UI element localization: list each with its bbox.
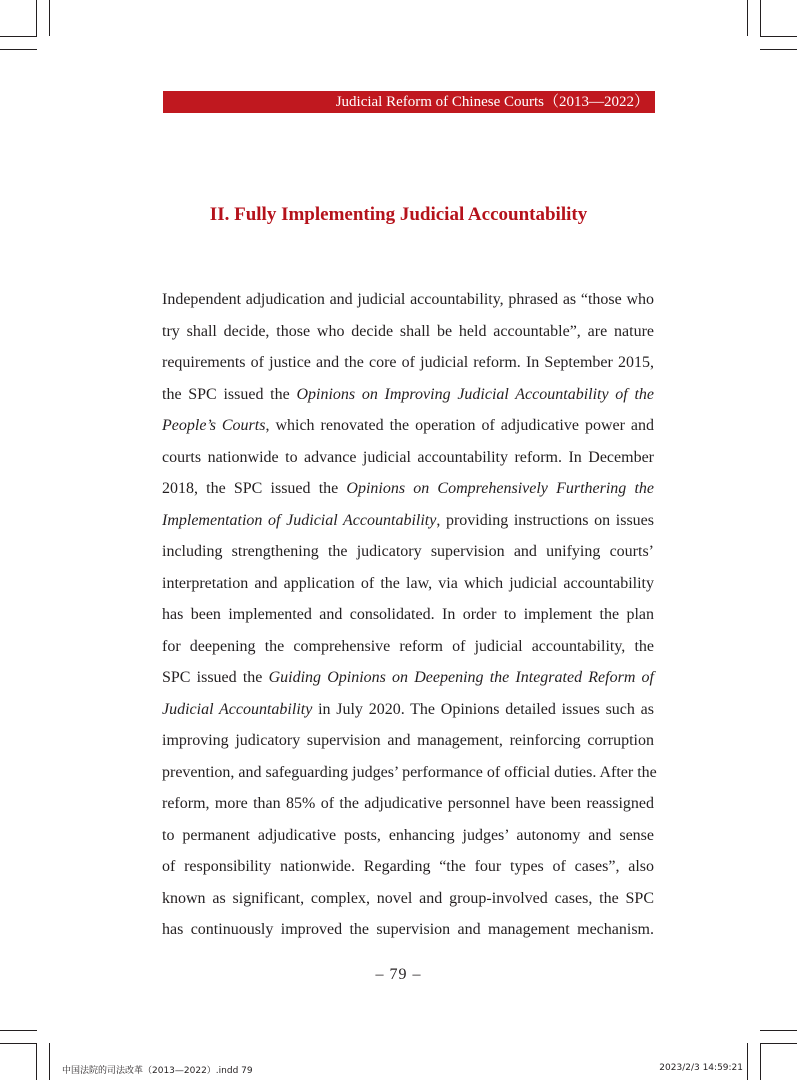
body-line xyxy=(162,820,654,852)
body-line xyxy=(162,757,657,789)
body-line xyxy=(162,788,654,820)
body-paragraph xyxy=(162,284,657,946)
document-title-italic: Opinions on Comprehensively Furthering the xyxy=(346,480,655,497)
body-line xyxy=(162,883,654,915)
running-header-bar xyxy=(163,91,655,113)
page-number: – 79 – xyxy=(375,966,422,983)
body-line xyxy=(162,568,654,600)
body-line xyxy=(162,662,654,694)
section-title: II. Fully Implementing Judicial Accountability xyxy=(209,204,588,225)
document-title-italic: Guiding Opinions on Deepening the Integrated Reform of xyxy=(268,669,654,686)
body-text-segment: prevention, and safeguarding judges’ performance of official duties. After the xyxy=(162,763,657,781)
body-line xyxy=(162,694,654,726)
document-title-italic: Opinions on Improving Judicial Accountability of the xyxy=(296,385,655,403)
body-line xyxy=(162,851,654,883)
document-title-italic: Judicial Accountability xyxy=(162,700,313,718)
body-line xyxy=(162,536,654,568)
document-title-italic: People’s Courts xyxy=(162,417,266,434)
body-text-segment: , providing instructions on issues xyxy=(436,511,655,529)
body-text-segment: improving judicatory supervision and management, reinforcing corruption xyxy=(162,732,654,749)
body-line xyxy=(162,473,654,505)
body-text-segment: try shall decide, those who decide shall be held accountable”, are nature xyxy=(162,322,654,340)
slug-timestamp: 2023/2/3 14:59:21 xyxy=(659,1063,743,1073)
body-text-segment: including strengthening the judicatory supervision and unifying courts’ xyxy=(162,543,654,560)
body-text-segment: 2018, the SPC issued the xyxy=(162,480,347,497)
slug-file-name: 中国法院的司法改革（2013—2022）.indd 79 xyxy=(62,1066,253,1076)
body-text-segment: courts nationwide to advance judicial accountability reform. In December xyxy=(162,448,654,466)
body-text-segment: has continuously improved the supervision and management mechanism. xyxy=(162,921,654,938)
body-text-segment: the SPC issued the xyxy=(162,385,297,403)
body-line xyxy=(162,347,654,379)
body-line xyxy=(162,442,654,474)
body-text-segment: known as significant, complex, novel and group-involved cases, the SPC xyxy=(162,889,654,907)
body-text-segment: Independent adjudication and judicial accountability, phrased as “those who xyxy=(162,291,654,308)
body-line xyxy=(162,631,654,663)
body-line xyxy=(162,599,654,631)
body-line xyxy=(162,914,654,946)
body-line xyxy=(162,725,654,757)
body-text-segment: to permanent adjudicative posts, enhancing judges’ autonomy and sense xyxy=(162,826,654,844)
body-text-segment: requirements of justice and the core of judicial reform. In September 2015, xyxy=(162,354,654,371)
body-line xyxy=(162,284,654,316)
body-line xyxy=(162,505,654,537)
body-text-segment: interpretation and application of the law, via which judicial accountability xyxy=(162,574,654,592)
body-line xyxy=(162,410,654,442)
body-text-segment: for deepening the comprehensive reform of judicial accountability, the xyxy=(162,637,654,655)
body-line xyxy=(162,316,654,348)
document-title-italic: Implementation of Judicial Accountability xyxy=(162,511,437,529)
body-text-segment: reform, more than 85% of the adjudicative personnel have been reassigned xyxy=(162,795,654,812)
running-header-title: Judicial Reform of Chinese Courts（2013—2022） xyxy=(335,94,649,110)
body-text-segment: , which renovated the operation of adjudicative power and xyxy=(265,417,655,434)
body-line xyxy=(162,379,654,411)
body-text-segment: has been implemented and consolidated. In order to implement the plan xyxy=(162,606,654,623)
body-text-segment: in July 2020. The Opinions detailed issues such as xyxy=(312,700,654,718)
body-text-segment: of responsibility nationwide. Regarding “the four types of cases”, also xyxy=(162,858,654,875)
body-text-segment: SPC issued the xyxy=(162,669,269,686)
